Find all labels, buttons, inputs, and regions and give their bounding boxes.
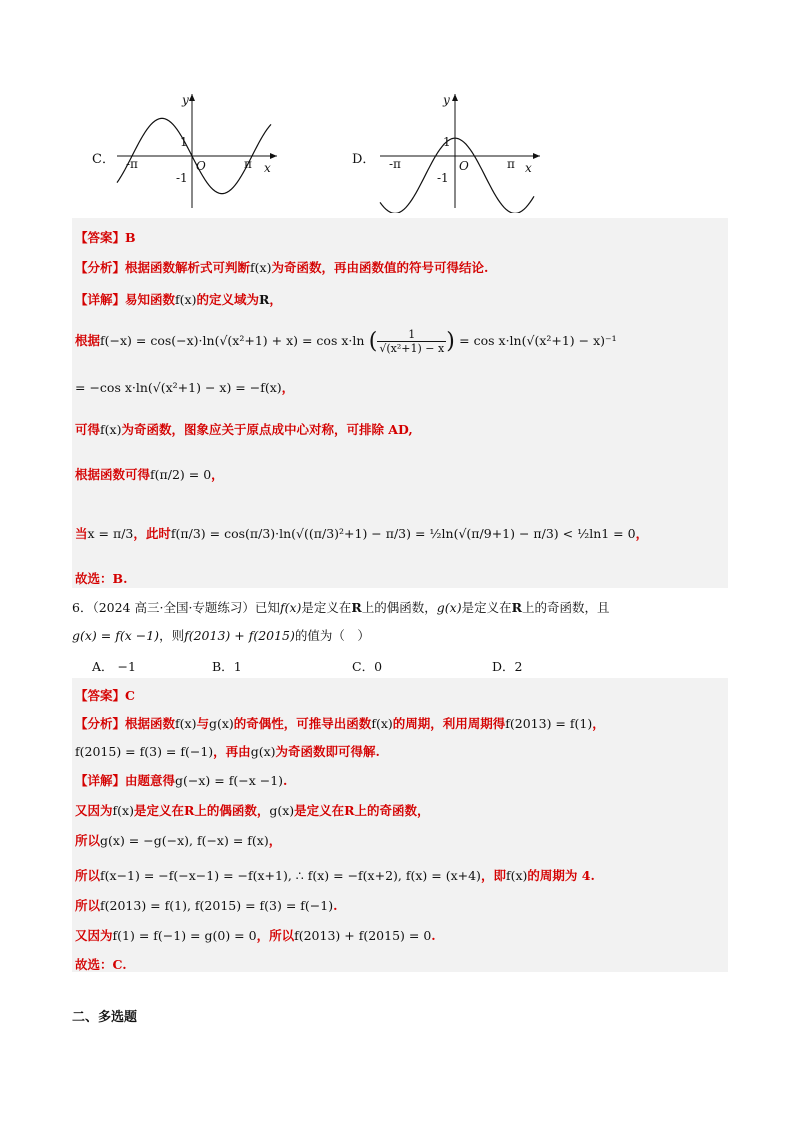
tick-neg-pi: -π: [389, 157, 401, 171]
detail-line-2: 【详解】由题意得g(−x) = f(−x −1).: [75, 773, 288, 788]
detail-line-2-6: 又因为f(1) = f(−1) = g(0) = 0，所以f(2013) + f(2015) = 0.: [75, 928, 436, 943]
option-d-label: D．: [352, 152, 376, 167]
detail-line-2-4: 所以f(x−1) = −f(−x−1) = −f(x+1), ∴ f(x) = −f(x+2), f(x) = (x+4)，即f(x)的周期为 4.: [75, 868, 595, 883]
detail-line-2-2: 又因为f(x)是定义在R上的偶函数，g(x)是定义在R上的奇函数，: [75, 803, 430, 818]
tick-neg-one: -1: [176, 171, 188, 185]
question-6-line-2: g(x) = f(x −1)，则f(2013) + f(2015)的值为（ ）: [72, 628, 370, 643]
step3-line: 可得f(x)为奇函数，图象应关于原点成中心对称，可排除 AD,: [75, 422, 413, 437]
step2-line: = −cos x·ln(√(x²+1) − x) = −f(x)，: [75, 380, 295, 395]
section-title: 二、多选题: [72, 1010, 138, 1025]
tick-one: 1: [180, 135, 188, 149]
x-axis-label: x: [525, 161, 532, 175]
detail-line-2-3: 所以g(x) = −g(−x), f(−x) = f(x)，: [75, 833, 282, 848]
y-axis-label: y: [443, 93, 450, 107]
x-axis-label: x: [264, 161, 271, 175]
question-6-line-1: 6．（2024 高三·全国·专题练习）已知f(x)是定义在R上的偶函数，g(x)是定义在R上的奇函数，且: [72, 600, 610, 615]
choice-a[interactable]: A． −1: [92, 659, 136, 674]
choice-d[interactable]: D．2: [492, 659, 523, 674]
detail-line: 【详解】易知函数f(x)的定义域为R，: [75, 292, 282, 307]
choice-b[interactable]: B．1: [212, 659, 242, 674]
analysis-line-2b: f(2015) = f(3) = f(−1)，再由g(x)为奇函数即可得解.: [75, 744, 380, 759]
detail-line-2-5: 所以f(2013) = f(1), f(2015) = f(3) = f(−1).: [75, 898, 338, 913]
answer-line-2: 【答案】C: [75, 688, 135, 703]
graph-options: [0, 88, 800, 218]
tick-pi: π: [244, 157, 252, 171]
final-line-2: 故选：C.: [75, 957, 127, 972]
tick-pi: π: [507, 157, 515, 171]
analysis-line-2a: 【分析】根据函数f(x)与g(x)的奇偶性，可推导出函数f(x)的周期，利用周期得f(2013) = f(1)，: [75, 716, 605, 731]
option-d-graph: [375, 88, 545, 213]
origin-label: O: [459, 159, 469, 173]
step5-line: 当x = π/3，此时f(π/3) = cos(π/3)·ln(√((π/3)²+1) − π/3) = ½ln(√(π/9+1) − π/3) < ½ln1 = 0，: [75, 526, 649, 541]
answer-line: 【答案】B: [75, 230, 136, 245]
tick-one: 1: [443, 135, 451, 149]
tick-neg-one: -1: [437, 171, 449, 185]
tick-neg-pi: -π: [126, 157, 138, 171]
final-line-1: 故选：B.: [75, 571, 128, 586]
y-axis-label: y: [182, 93, 189, 107]
origin-label: O: [196, 159, 206, 173]
analysis-line: 【分析】根据函数解析式可判断f(x)为奇函数，再由函数值的符号可得结论.: [75, 260, 489, 275]
option-c-label: C．: [92, 152, 115, 167]
step4-line: 根据函数可得f(π/2) = 0，: [75, 467, 224, 482]
choice-c[interactable]: C．0: [352, 659, 383, 674]
option-c-graph: [112, 88, 282, 213]
step1-line: 根据f(−x) = cos(−x)·ln(√(x²+1) + x) = cos x·ln ( $\frac{1}{\text{√(x²+1) − x}}$ ) = cos x·ln(√(x²+1) − x)⁻¹: [75, 328, 617, 355]
